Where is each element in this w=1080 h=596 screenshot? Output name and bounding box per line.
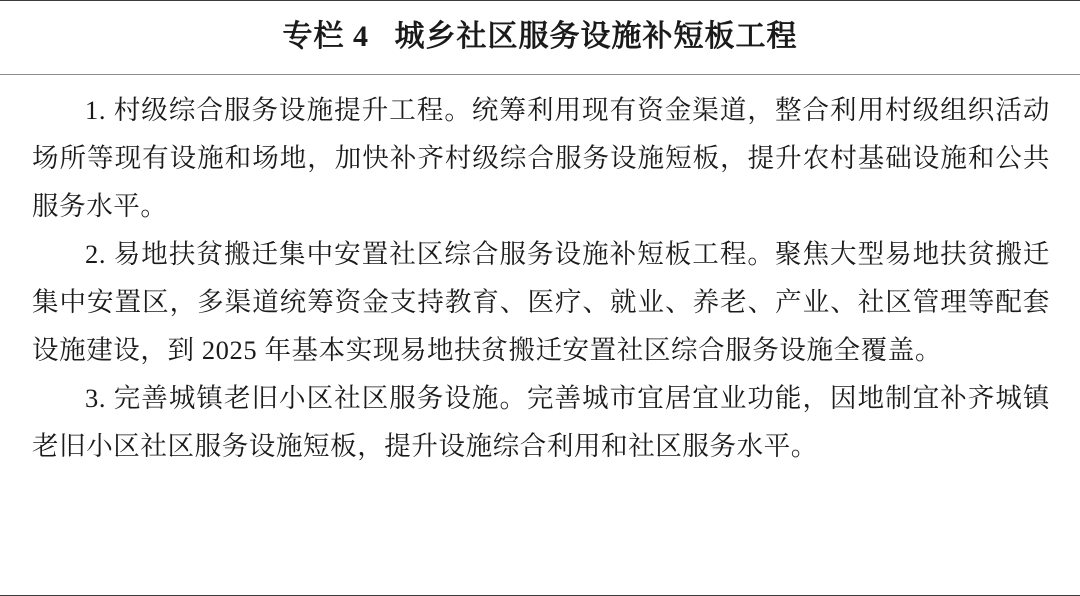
- box-title: 专栏 4 城乡社区服务设施补短板工程: [282, 20, 798, 53]
- paragraph-2: 2. 易地扶贫搬迁集中安置社区综合服务设施补短板工程。聚焦大型易地扶贫搬迁集中安置区，多渠道统筹资金支持教育、医疗、就业、养老、产业、社区管理等配套设施建设，到 2025 年基本实现易地扶贫搬迁安置社区综合服务设施全覆盖。: [32, 239, 1050, 365]
- paragraph-1: 1. 村级综合服务设施提升工程。统筹利用现有资金渠道，整合利用村级组织活动场所等现有设施和场地，加快补齐村级综合服务设施短板，提升农村基础设施和公共服务水平。: [32, 95, 1050, 221]
- box-body: [22, 74, 1058, 470]
- paragraph-3: 3. 完善城镇老旧小区社区服务设施。完善城市宜居宜业功能，因地制宜补齐城镇老旧小区社区服务设施短板，提升设施综合利用和社区服务水平。: [32, 383, 1050, 461]
- title-divider: [0, 74, 1080, 75]
- top-divider: [0, 0, 1080, 1]
